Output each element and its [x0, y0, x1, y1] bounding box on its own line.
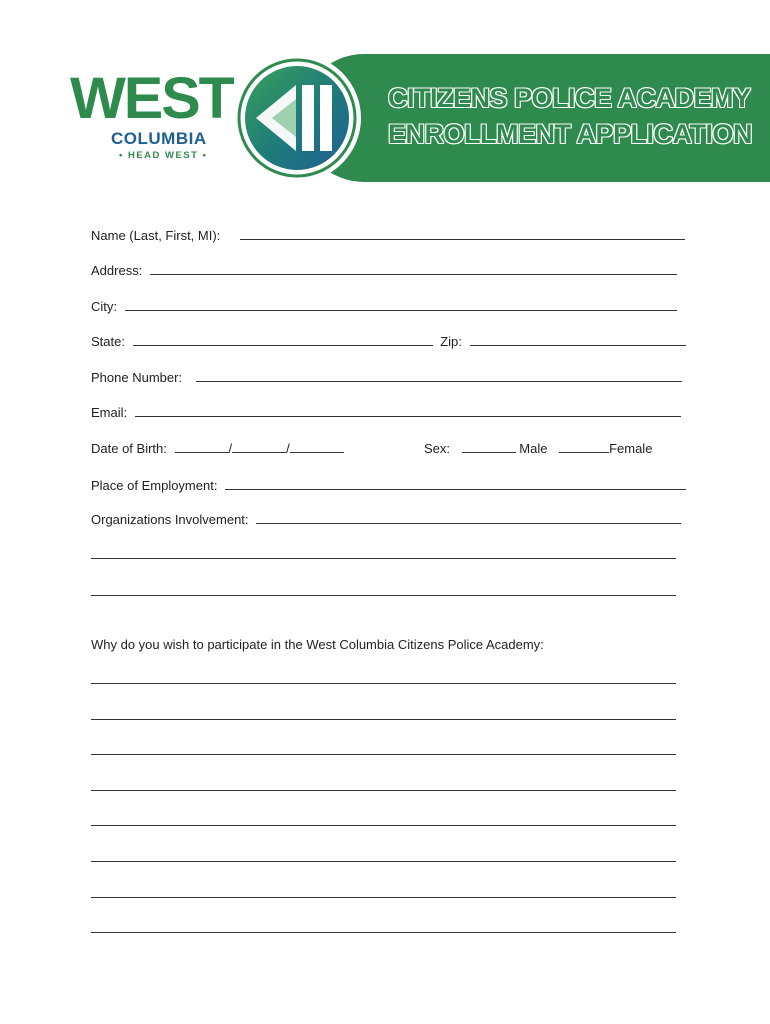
- employment-field: [91, 478, 686, 493]
- city-input-line[interactable]: [125, 299, 677, 311]
- title-line-1: CITIZENS POLICE ACADEMY: [388, 83, 751, 113]
- dob-field: [91, 441, 344, 456]
- dob-year-line[interactable]: [290, 441, 344, 453]
- title-line-2: ENROLLMENT APPLICATION: [388, 119, 752, 149]
- logo-word-west: WEST: [70, 66, 233, 131]
- zip-input-line[interactable]: [470, 334, 686, 346]
- answer-line-8[interactable]: [91, 932, 676, 933]
- address-label: Address:: [91, 263, 143, 278]
- male-label: Male: [519, 441, 548, 456]
- email-label: Email:: [91, 405, 128, 420]
- dob-label: Date of Birth:: [91, 441, 167, 456]
- name-field: [91, 228, 685, 243]
- dob-separator-2: /: [286, 441, 290, 456]
- sex-field: [424, 441, 652, 456]
- state-zip-field: [91, 334, 686, 349]
- dob-separator-1: /: [228, 441, 233, 456]
- female-input-line[interactable]: [559, 441, 609, 453]
- email-input-line[interactable]: [135, 405, 681, 417]
- answer-line-2[interactable]: [91, 719, 676, 720]
- state-input-line[interactable]: [133, 334, 433, 346]
- sex-label: Sex:: [424, 441, 451, 456]
- answer-line-7[interactable]: [91, 897, 676, 898]
- answer-line-6[interactable]: [91, 861, 676, 862]
- organizations-line-3[interactable]: [91, 595, 676, 596]
- male-input-line[interactable]: [462, 441, 516, 453]
- address-field: [91, 263, 677, 278]
- city-field: [91, 299, 677, 314]
- name-input-line[interactable]: [240, 228, 685, 240]
- employment-label: Place of Employment:: [91, 478, 218, 493]
- answer-line-4[interactable]: [91, 790, 676, 791]
- female-label: Female: [609, 441, 653, 456]
- answer-line-5[interactable]: [91, 825, 676, 826]
- zip-label: Zip:: [440, 334, 462, 349]
- phone-input-line[interactable]: [196, 370, 682, 382]
- dob-day-line[interactable]: [232, 441, 286, 453]
- logo-emblem-icon: [236, 57, 358, 179]
- employment-input-line[interactable]: [225, 478, 686, 490]
- organizations-label: Organizations Involvement:: [91, 512, 249, 527]
- email-field: [91, 405, 681, 420]
- answer-line-1[interactable]: [91, 683, 676, 684]
- city-label: City:: [91, 299, 117, 314]
- address-input-line[interactable]: [150, 263, 677, 275]
- name-label: Name (Last, First, MI):: [91, 228, 221, 243]
- organizations-line-2[interactable]: [91, 558, 676, 559]
- logo-tagline: • HEAD WEST •: [119, 150, 208, 161]
- answer-line-3[interactable]: [91, 754, 676, 755]
- logo-word-columbia: COLUMBIA: [111, 129, 207, 148]
- organizations-field: [91, 512, 681, 527]
- dob-month-line[interactable]: [175, 441, 229, 453]
- state-label: State:: [91, 334, 125, 349]
- organizations-input-line[interactable]: [256, 512, 681, 524]
- phone-field: [91, 370, 682, 385]
- phone-label: Phone Number:: [91, 370, 183, 385]
- form-title: [388, 80, 752, 152]
- participation-question: Why do you wish to participate in the West Columbia Citizens Police Academy:: [91, 637, 544, 652]
